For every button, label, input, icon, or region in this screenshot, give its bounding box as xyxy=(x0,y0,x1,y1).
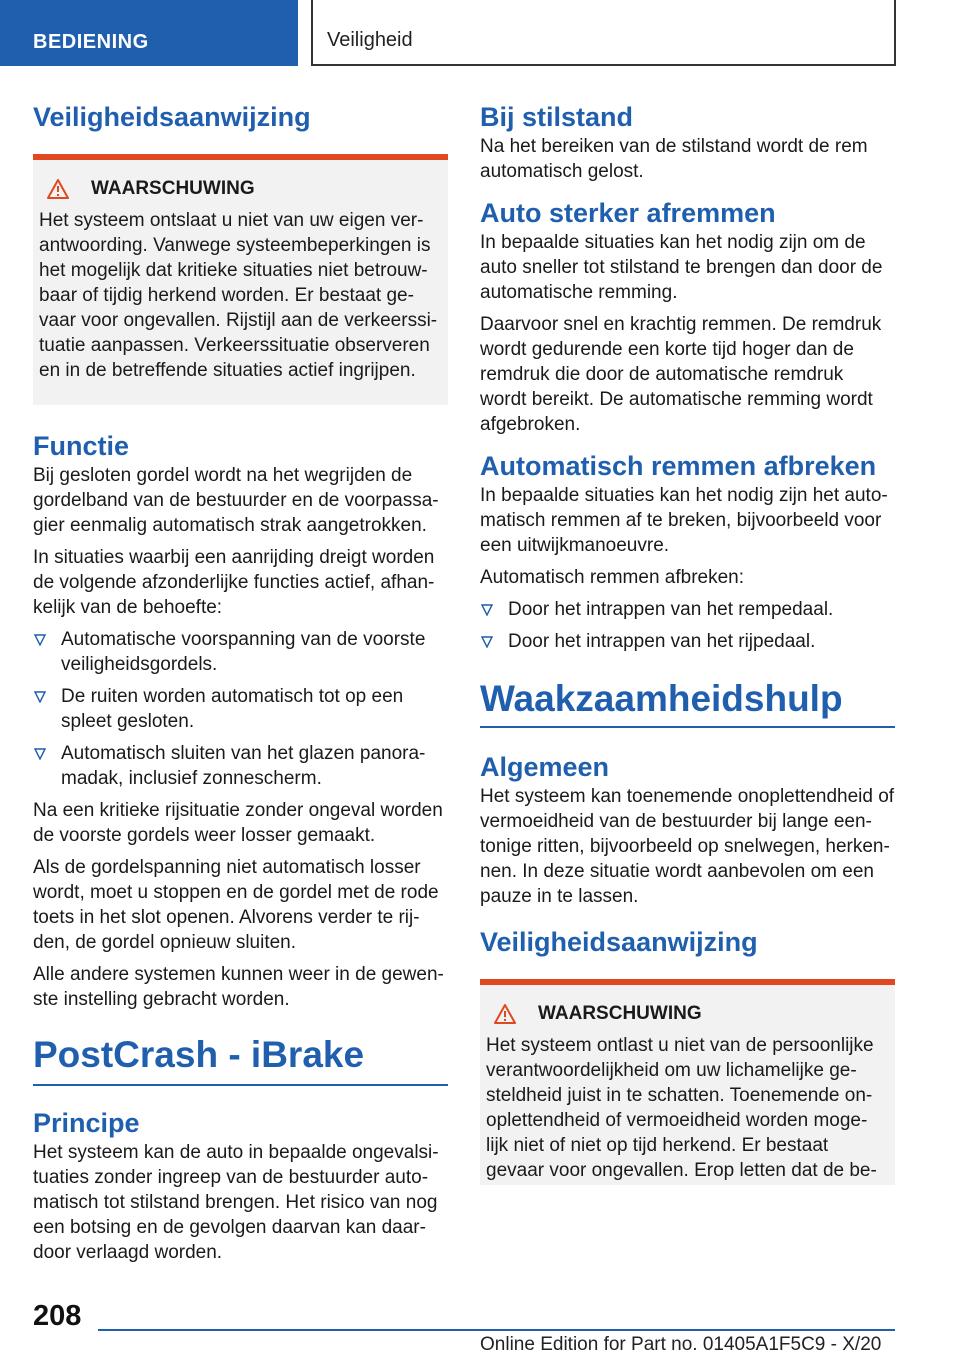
bullet-list xyxy=(33,627,448,791)
heading-postcrash: PostCrash - iBrake xyxy=(33,1034,365,1075)
list-item-text: Door het intrappen van het rempedaal. xyxy=(508,599,834,620)
paragraph: Bij gesloten gordel wordt na het wegrijden de gordelband van de bestuurder en de voorpassa-gier eenmalig automatisch strak aangetrokken. xyxy=(33,465,439,536)
warning-title-text: WAARSCHUWING xyxy=(91,178,255,199)
list-item xyxy=(33,684,448,734)
warning-title xyxy=(39,178,442,200)
warning-box xyxy=(480,979,895,1185)
heading-sterker-afremmen: Auto sterker afremmen xyxy=(480,198,776,228)
right-column xyxy=(480,100,895,1185)
section-rule xyxy=(480,726,895,728)
bullet-triangle-icon xyxy=(34,691,46,703)
warning-box xyxy=(33,154,448,405)
chapter-title: Veiligheid xyxy=(311,0,896,66)
list-item-text: Automatisch sluiten van het glazen panora-madak, inclusief zonnescherm. xyxy=(61,743,426,789)
left-column xyxy=(33,100,448,1272)
heading-safety-notice: Veiligheidsaanwijzing xyxy=(480,927,758,957)
section-tab: BEDIENING xyxy=(0,0,298,66)
bullet-triangle-icon xyxy=(34,634,46,646)
paragraph: Na een kritieke rijsituatie zonder ongeval worden de voorste gordels weer losser gemaakt. xyxy=(33,800,443,846)
page-number: 208 xyxy=(33,1300,82,1332)
list-item xyxy=(480,597,895,622)
warning-title xyxy=(486,1003,889,1025)
heading-remmen-afbreken: Automatisch remmen afbreken xyxy=(480,451,877,481)
section-rule xyxy=(33,1084,448,1086)
paragraph: Na het bereiken van de stilstand wordt de rem automatisch gelost. xyxy=(480,136,868,182)
paragraph: In bepaalde situaties kan het nodig zijn het auto-matisch remmen af te breken, bijvoorbeeld voor een uitwijkmanoeuvre. xyxy=(480,485,888,556)
list-item-text: Automatische voorspanning van de voorste veiligheidsgordels. xyxy=(61,629,426,675)
paragraph: Het systeem kan de auto in bepaalde ongevalsi-tuaties zonder ingreep van de bestuurder auto-matisch tot stilstand brengen. Het risico van nog een botsing en de gevolgen daarvan kan daar-door verlaagd worden. xyxy=(33,1142,439,1263)
bullet-triangle-icon xyxy=(481,636,493,648)
warning-title-text: WAARSCHUWING xyxy=(538,1003,702,1024)
heading-safety-notice: Veiligheidsaanwijzing xyxy=(33,102,311,132)
list-item xyxy=(33,741,448,791)
heading-principe: Principe xyxy=(33,1108,140,1138)
page-header xyxy=(0,0,960,66)
footer-rule xyxy=(98,1329,895,1331)
paragraph: Het systeem kan toenemende onoplettendheid of vermoeidheid van de bestuurder bij lange een-tonige ritten, bijvoorbeeld op snelwegen, herken-nen. In deze situatie wordt aanbevolen om een pauze in te lassen. xyxy=(480,786,895,907)
heading-algemeen: Algemeen xyxy=(480,752,610,782)
bullet-list xyxy=(480,597,895,654)
paragraph: In bepaalde situaties kan het nodig zijn om de auto sneller tot stilstand te brengen dan door de automatische remming. xyxy=(480,232,883,303)
heading-bij-stilstand: Bij stilstand xyxy=(480,102,634,132)
bullet-triangle-icon xyxy=(481,604,493,616)
bullet-triangle-icon xyxy=(34,748,46,760)
paragraph: Als de gordelspanning niet automatisch losser wordt, moet u stoppen en de gordel met de rode toets in het slot openen. Alvorens verder te rij-den, de gordel opnieuw sluiten. xyxy=(33,857,439,953)
paragraph: In situaties waarbij een aanrijding dreigt worden de volgende afzonderlijke functies actief, afhan-kelijk van de behoefte: xyxy=(33,547,435,618)
warning-icon xyxy=(494,1004,516,1024)
list-item xyxy=(33,627,448,677)
warning-text: Het systeem ontlast u niet van de persoonlijke verantwoordelijkheid om uw lichamelijke ge-steldheid juist in te schatten. Toenemende on-oplettendheid of vermoeidheid worden moge-lijk niet of niet op tijd herkend. Er bestaat gevaar voor ongevallen. Erop letten dat de be- xyxy=(486,1035,877,1181)
paragraph: Automatisch remmen afbreken: xyxy=(480,567,745,588)
list-item-text: De ruiten worden automatisch tot op een spleet gesloten. xyxy=(61,686,404,732)
warning-text: Het systeem ontslaat u niet van uw eigen ver-antwoording. Vanwege systeembeperkingen is het mogelijk dat kritieke situaties niet betrouw-baar of tijdig herkend worden. Er bestaat ge-vaar voor ongevallen. Rijstijl aan de verkeerssi-tuatie aanpassen. Verkeerssituatie observeren en in de betreffende situaties actief ingrijpen. xyxy=(39,210,438,381)
paragraph: Alle andere systemen kunnen weer in de gewen-ste instelling gebracht worden. xyxy=(33,964,444,1010)
list-item xyxy=(480,629,895,654)
warning-icon xyxy=(47,179,69,199)
paragraph: Daarvoor snel en krachtig remmen. De remdruk wordt gedurende een korte tijd hoger dan de remdruk die door de automatische remdruk wordt bereikt. De automatische remming wordt afgebroken. xyxy=(480,314,882,435)
heading-waakzaamheidshulp: Waakzaamheidshulp xyxy=(480,678,843,719)
footer-edition: Online Edition for Part no. 01405A1F5C9 - X/20 xyxy=(480,1334,882,1355)
heading-functie: Functie xyxy=(33,431,130,461)
list-item-text: Door het intrappen van het rijpedaal. xyxy=(508,631,816,652)
